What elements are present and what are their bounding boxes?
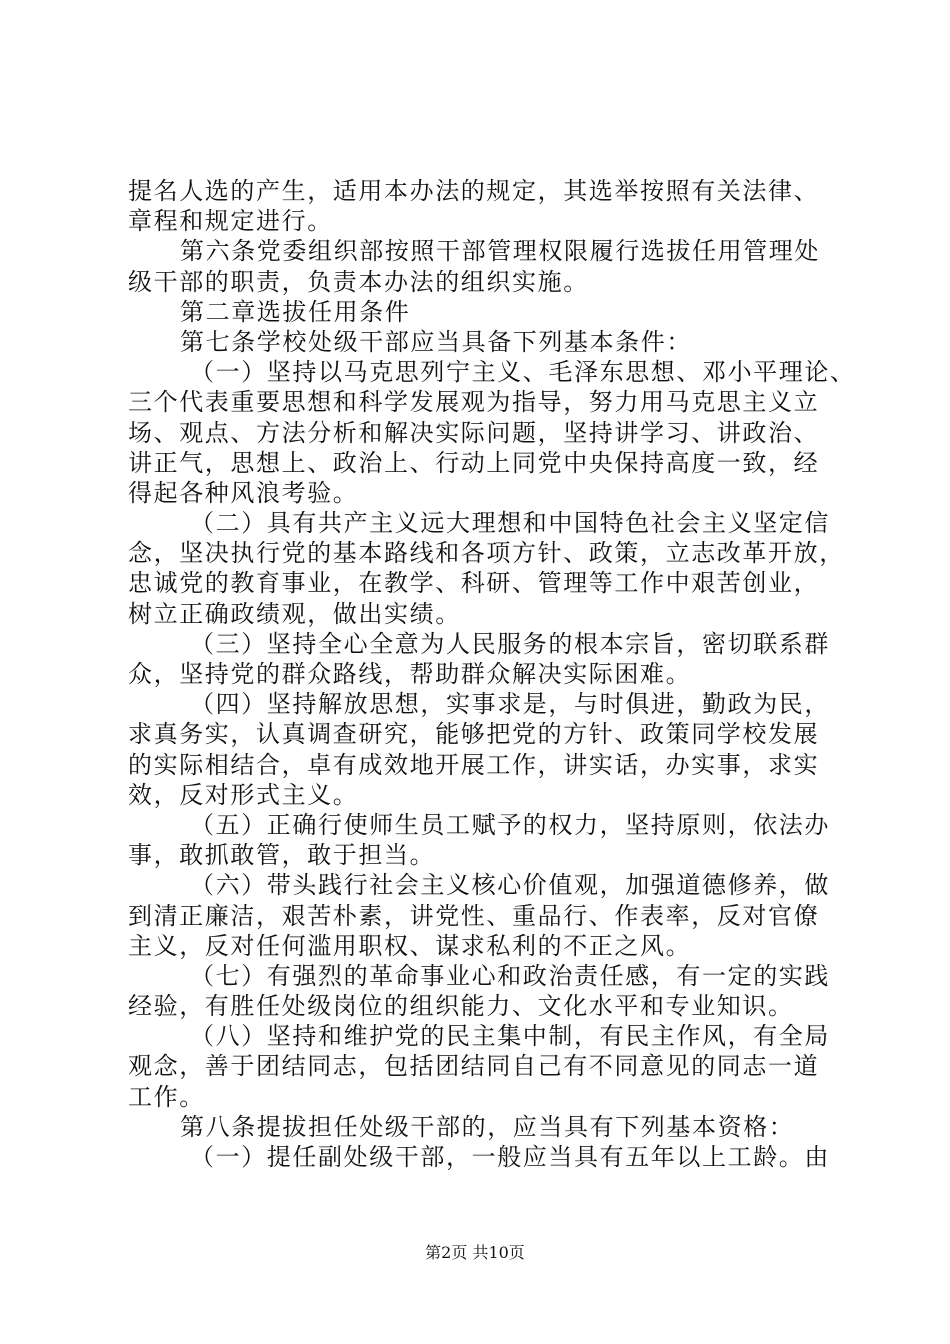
text-line: 讲正气，思想上、政治上、行动上同党中央保持高度一致，经 [128,448,820,477]
text-line: 事，敢抓敢管，敢于担当。 [128,841,436,870]
page-footer: 第2页 共10页 [425,1243,525,1262]
text-line: 念，坚决执行党的基本路线和各项方针、政策，立志改革开放， [128,539,845,568]
text-line: 的实际相结合，卓有成效地开展工作，讲实话，办实事，求实 [128,750,820,779]
text-line: 经验，有胜任处级岗位的组织能力、文化水平和专业知识。 [128,992,794,1021]
text-line: 章程和规定进行。 [128,207,333,236]
text-line: 树立正确政绩观，做出实绩。 [128,599,461,628]
text-line: （八）坚持和维护党的民主集中制，有民主作风，有全局 [190,1022,830,1051]
text-line: （五）正确行使师生员工赋予的权力，坚持原则，依法办 [190,810,830,839]
text-line: 第八条提拔担任处级干部的，应当具有下列基本资格： [180,1112,795,1141]
text-line: 第二章选拔任用条件 [180,297,411,326]
text-line: 众，坚持党的群众路线，帮助群众解决实际困难。 [128,660,692,688]
text-line: 求真务实，认真调查研究，能够把党的方针、政策同学校发展 [128,720,820,749]
text-line: 到清正廉洁，艰苦朴素，讲党性、重品行、作表率，反对官僚 [128,901,820,930]
text-line: （六）带头践行社会主义核心价值观，加强道德修养，做 [190,871,830,900]
text-line: （一）提任副处级干部，一般应当具有五年以上工龄。由 [190,1143,830,1171]
text-line: 场、观点、方法分析和解决实际问题，坚持讲学习、讲政治、 [128,418,820,447]
document-body [128,176,856,1172]
text-line: （一）坚持以马克思列宁主义、毛泽东思想、邓小平理论、 [190,358,856,387]
text-line: 主义，反对任何滥用职权、谋求私利的不正之风。 [128,931,692,960]
text-line: （七）有强烈的革命事业心和政治责任感，有一定的实践 [190,961,830,990]
text-line: 得起各种风浪考验。 [128,478,359,507]
text-line: 级干部的职责，负责本办法的组织实施。 [128,267,589,296]
text-line: （二）具有共产主义远大理想和中国特色社会主义坚定信 [190,509,830,538]
text-line: 第七条学校处级干部应当具备下列基本条件： [180,327,692,356]
text-line: 忠诚党的教育事业，在教学、科研、管理等工作中艰苦创业， [128,569,820,598]
text-line: 工作。 [128,1082,205,1111]
text-line: （四）坚持解放思想，实事求是，与时俱进，勤政为民， [190,690,830,719]
text-line: （三）坚持全心全意为人民服务的根本宗旨，密切联系群 [190,629,830,658]
text-line: 效，反对形式主义。 [128,780,359,809]
text-line: 三个代表重要思想和科学发展观为指导，努力用马克思主义立 [128,388,820,417]
text-line: 观念，善于团结同志，包括团结同自己有不同意见的同志一道 [128,1052,820,1081]
text-line: 提名人选的产生，适用本办法的规定，其选举按照有关法律、 [128,177,820,205]
text-line: 第六条党委组织部按照干部管理权限履行选拔任用管理处 [180,237,820,266]
